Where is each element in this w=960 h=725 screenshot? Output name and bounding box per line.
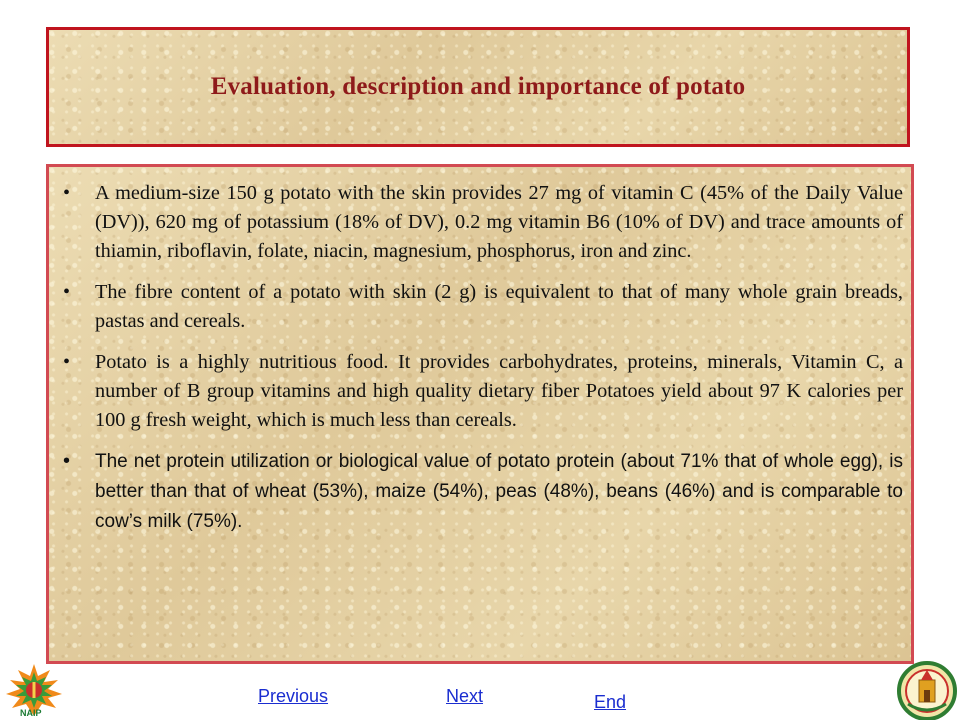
next-link[interactable]: Next bbox=[446, 686, 484, 706]
bullet-item bbox=[59, 278, 903, 336]
bullet-icon: • bbox=[63, 281, 71, 303]
bullet-item bbox=[59, 447, 903, 537]
bullet-item bbox=[59, 348, 903, 435]
content-box bbox=[46, 164, 914, 664]
bullet-list bbox=[59, 171, 903, 549]
university-emblem-icon bbox=[896, 660, 958, 720]
bullet-icon: • bbox=[63, 450, 71, 472]
title-box bbox=[46, 27, 910, 147]
previous-link[interactable]: Previous bbox=[258, 686, 329, 706]
bullet-text: The net protein utilization or biological value of potato protein (about 71% that of whole egg), is better than that of wheat (53%), maize (54%), peas (48%), beans (46%) and is comparable to cow’s milk (75%). bbox=[95, 451, 903, 532]
bullet-item bbox=[59, 179, 903, 266]
naip-logo-icon bbox=[2, 662, 66, 720]
naip-caption: NAIP bbox=[20, 708, 42, 718]
slide-title: Evaluation, description and importance of potato bbox=[210, 73, 746, 100]
bullet-text: A medium-size 150 g potato with the skin provides 27 mg of vitamin C (45% of the Daily Value (DV)), 620 mg of potassium (18% of DV), 0.2 mg vitamin B6 (10% of DV) and trace amounts of thiamin, riboflavin, folate, niacin, magnesium, phosphorus, iron and zinc. bbox=[95, 182, 903, 262]
end-link[interactable]: End bbox=[594, 692, 627, 712]
bullet-text: The fibre content of a potato with skin (2 g) is equivalent to that of many whole grain breads, pastas and cereals. bbox=[95, 281, 903, 332]
bullet-icon: • bbox=[63, 351, 71, 373]
bullet-text: Potato is a highly nutritious food. It provides carbohydrates, proteins, minerals, Vitamin C, a number of B group vitamins and high quality dietary fiber Potatoes yield about 97 K calories per 100 g fresh weight, which is much less than cereals. bbox=[95, 351, 903, 431]
bullet-icon: • bbox=[63, 182, 71, 204]
